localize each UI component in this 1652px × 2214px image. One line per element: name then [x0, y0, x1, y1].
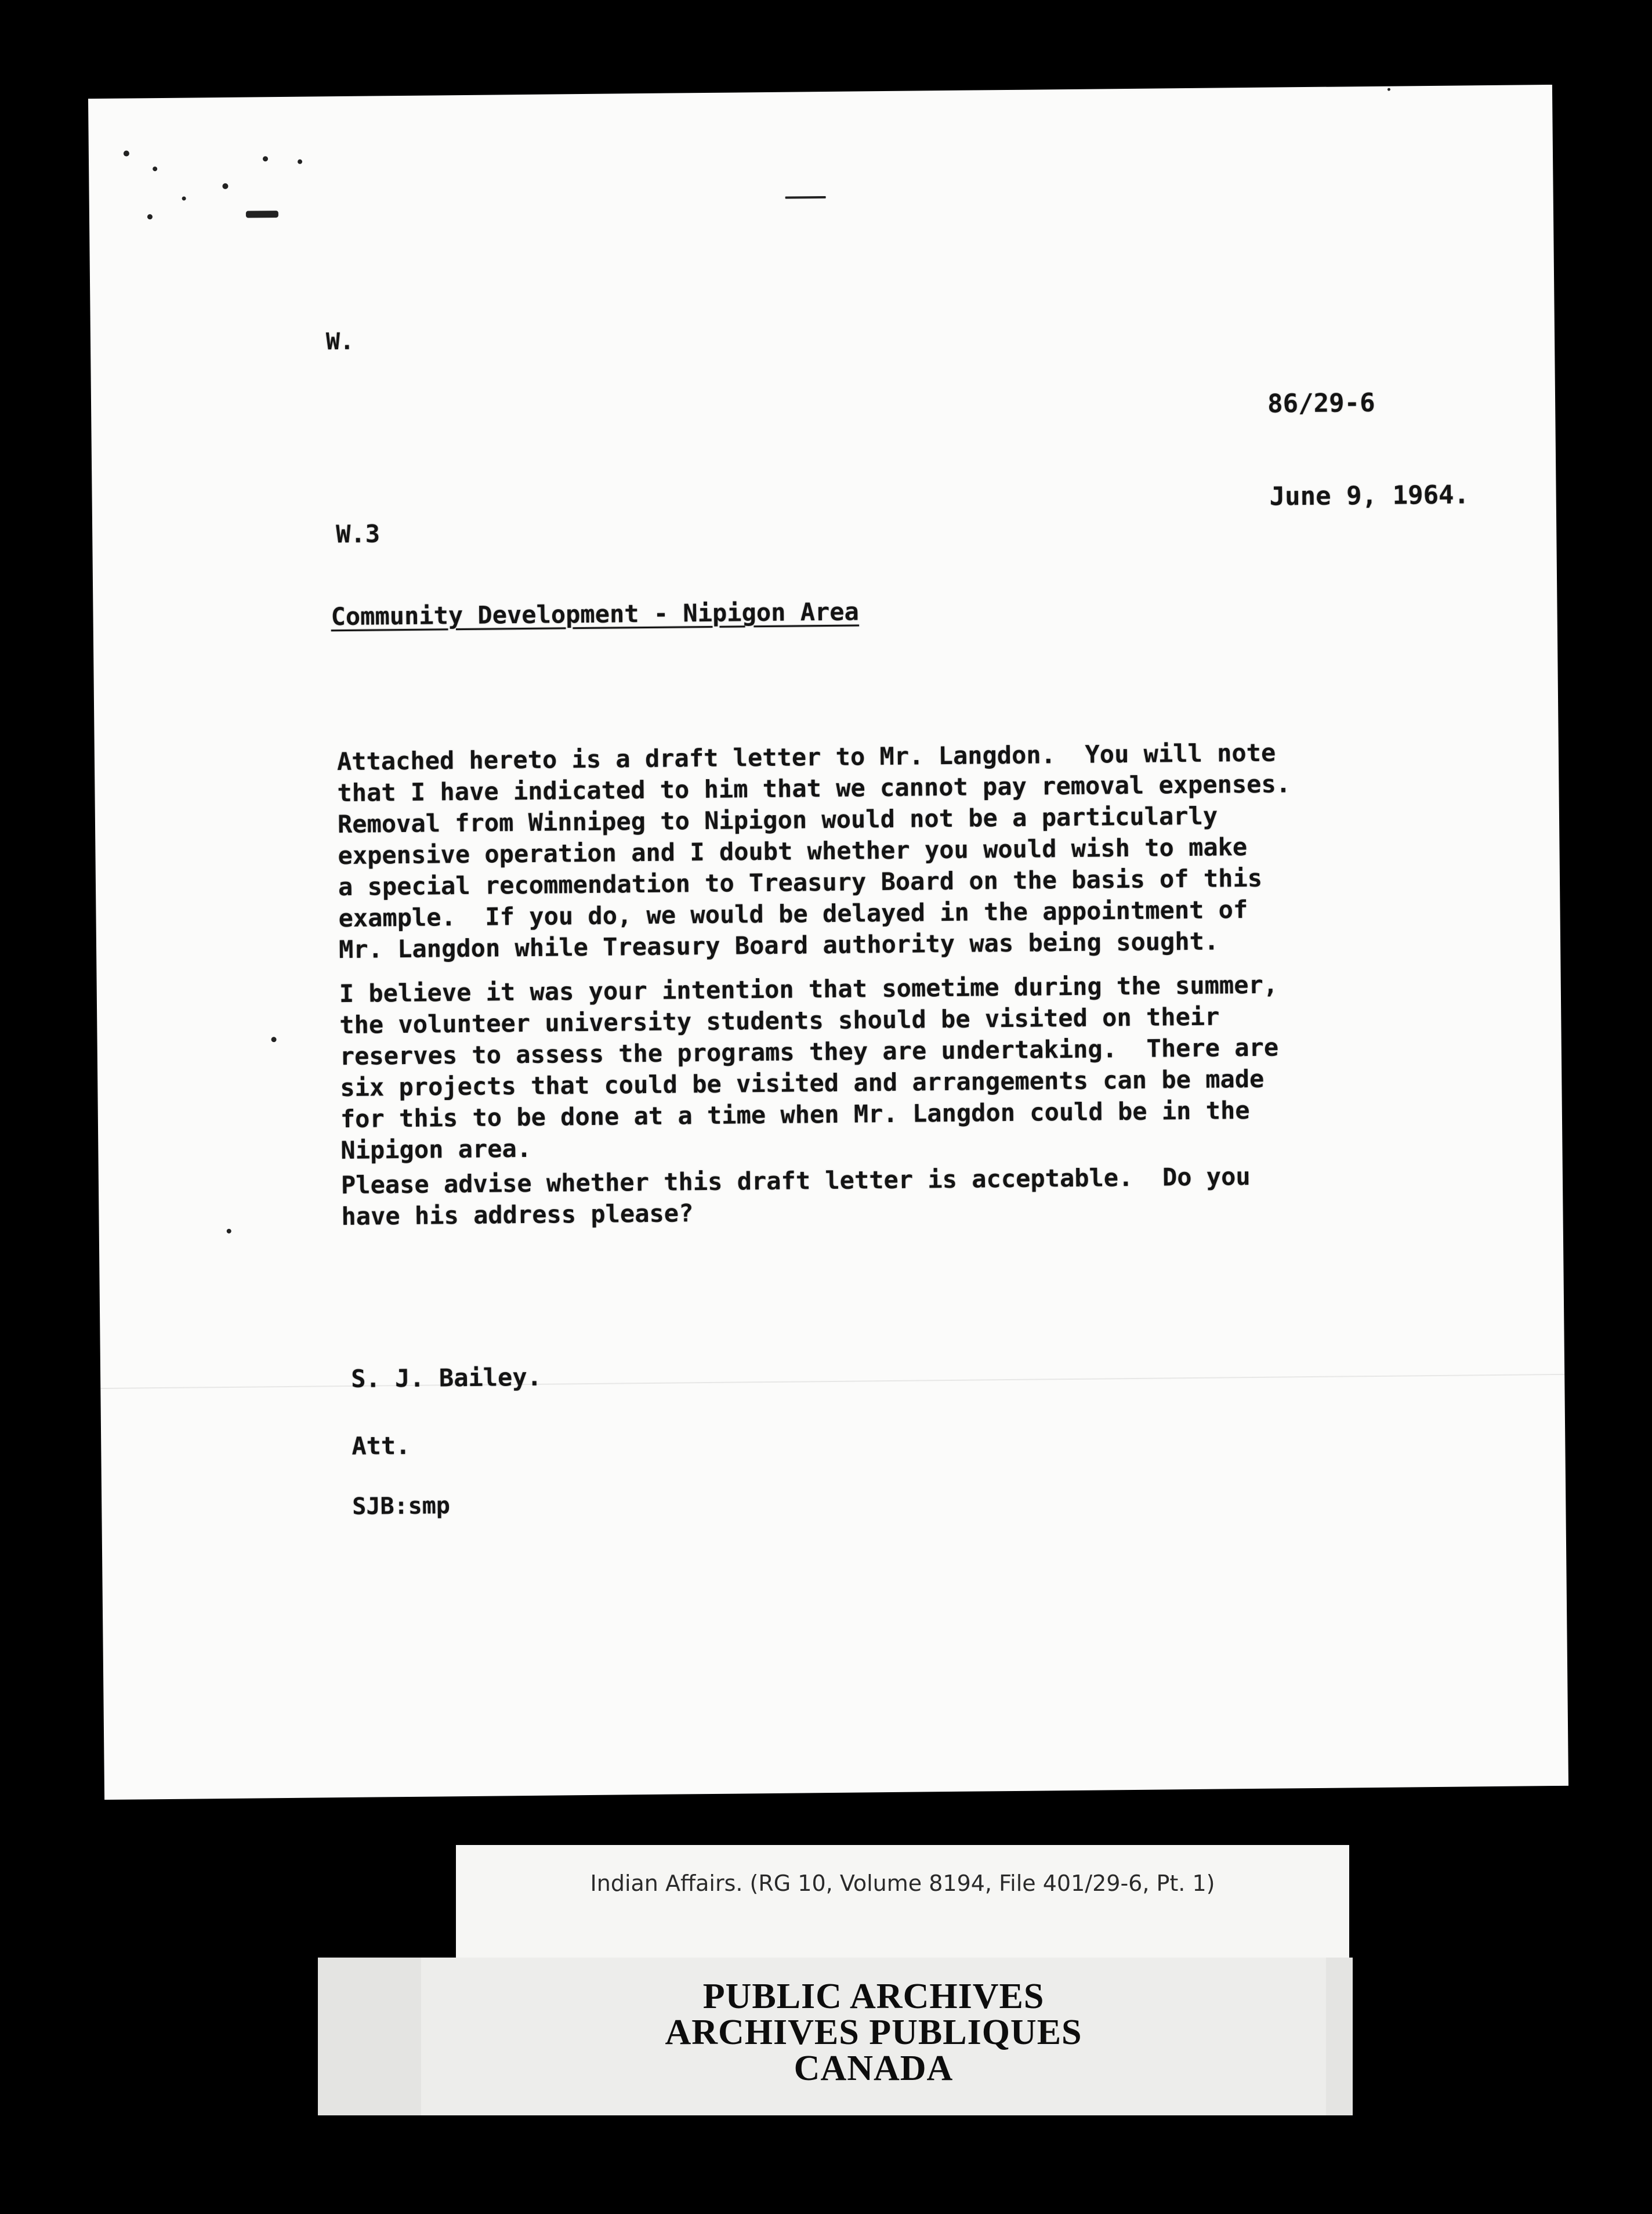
paragraph-line: I believe it was your intention that sometime during the summer, — [339, 970, 1278, 1008]
paragraph-line: Removal from Winnipeg to Nipigon would not be a particularly — [337, 801, 1218, 839]
paragraph-line: Nipigon area. — [340, 1134, 532, 1165]
archive-citation-text: Indian Affairs. (RG 10, Volume 8194, File 401/29-6, Pt. 1) — [590, 1871, 1215, 1896]
paragraph-line: Please advise whether this draft letter is acceptable. Do you — [340, 1162, 1251, 1200]
paragraph-line: for this to be done at a time when Mr. Langdon could be in the — [340, 1096, 1250, 1134]
archive-citation-label — [456, 1845, 1349, 1967]
paragraph-line: that I have indicated to him that we cannot pay removal expenses. — [337, 769, 1291, 808]
recipient-initial: W. — [325, 328, 354, 356]
attachment-note: Att. — [352, 1431, 411, 1460]
letter-page — [88, 85, 1568, 1800]
archive-stamp-band — [318, 1958, 1353, 2115]
stamp-line-french: ARCHIVES PUBLIQUES — [665, 2013, 1082, 2052]
archive-stamp — [421, 1958, 1326, 2115]
subject-heading: Community Development - Nipigon Area — [331, 597, 860, 631]
stamp-line-english: PUBLIC ARCHIVES — [702, 1977, 1045, 2016]
typist-initials: SJB:smp — [352, 1492, 451, 1520]
body-paragraph-1 — [337, 737, 1292, 965]
paragraph-line: the volunteer university students should be visited on their — [339, 1002, 1220, 1040]
paragraph-line: reserves to assess the programs they are undertaking. There are — [339, 1033, 1279, 1071]
archive-stamp-text — [421, 1978, 1326, 2086]
paragraph-line: Attached hereto is a draft letter to Mr. Langdon. You will note — [336, 738, 1276, 776]
letter-date: June 9, 1964. — [1269, 480, 1470, 512]
signature-name: S. J. Bailey. — [350, 1362, 542, 1393]
paragraph-line: a special recommendation to Treasury Board on the basis of this — [338, 863, 1263, 902]
body-paragraph-2 — [339, 969, 1280, 1167]
stamp-line-country: CANADA — [794, 2049, 954, 2088]
paragraph-line: have his address please? — [341, 1199, 694, 1231]
body-paragraph-3 — [341, 1161, 1251, 1232]
page-marker: W.3 — [335, 519, 381, 549]
paragraph-line: expensive operation and I doubt whether you would wish to make — [338, 833, 1248, 870]
paragraph-line: Mr. Langdon while Treasury Board authority was being sought. — [338, 927, 1219, 964]
paragraph-line: six projects that could be visited and arrangements can be made — [340, 1064, 1265, 1102]
paragraph-line: example. If you do, we would be delayed in the appointment of — [338, 895, 1248, 933]
file-reference: 86/29-6 — [1267, 388, 1375, 419]
